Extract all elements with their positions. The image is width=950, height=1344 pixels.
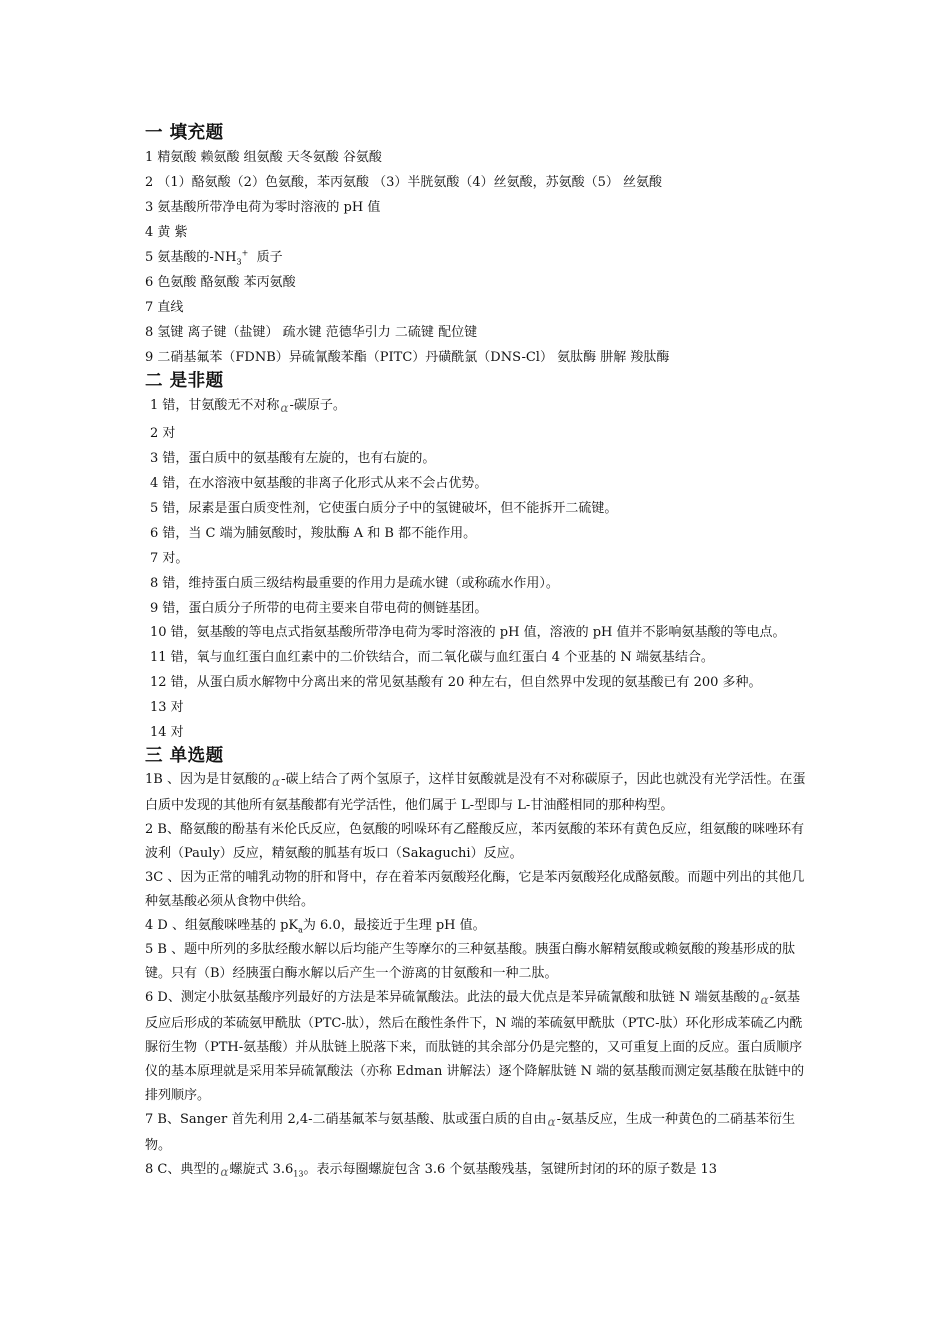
answer-paragraph: 7 B、Sanger 首先利用 2,4-二硝基氟苯与氨基酸、肽或蛋白质的自由α-氨基反应，生成一种黄色的二硝基苯衍生物。 xyxy=(145,1112,796,1153)
answer-paragraph: 8 C、典型的α螺旋式 $3.6_{13}$。表示每圈螺旋包含 3.6 个氨基酸残基，氢键所封闭的环的原子数是 13 xyxy=(145,1162,718,1179)
answer-line: 3 氨基酸所带净电荷为零时溶液的 pH 值 xyxy=(145,200,381,215)
answer-paragraph: 5 B 、题中所列的多肽经酸水解以后均能产生等摩尔的三种氨基酸。胰蛋白酶水解精氨酸或赖氨酸的羧基形成的肽键。只有（B）经胰蛋白酶水解以后产生一个游离的甘氨酸和一种二肽。 xyxy=(145,942,796,981)
alpha-symbol: α xyxy=(271,775,281,789)
answer-line: 6 色氨酸 酪氨酸 苯丙氨酸 xyxy=(145,275,296,290)
alpha-symbol: α xyxy=(760,993,769,1007)
answer-line: 11 错，氧与血红蛋白血红素中的二价铁结合，而二氧化碳与血红蛋白 4 个亚基的 N 端氨基结合。 xyxy=(150,650,714,665)
answer-line: 1 错，甘氨酸无不对称α-碳原子。 xyxy=(150,398,346,415)
section-title-true-false: 二 是非题 xyxy=(145,371,224,391)
answer-line: 7 直线 xyxy=(145,300,184,315)
answer-line: 4 错，在水溶液中氨基酸的非离子化形式从来不会占优势。 xyxy=(150,476,488,491)
answer-line: 14 对 xyxy=(150,725,184,740)
answer-line: 4 黄 紫 xyxy=(145,225,188,240)
answer-line: 13 对 xyxy=(150,700,184,715)
answer-line: 7 对。 xyxy=(150,551,189,566)
answer-paragraph: 2 B、酪氨酸的酚基有米伦氏反应，色氨酸的吲哚环有乙醛酸反应，苯丙氨酸的苯环有黄色反应，组氨酸的咪唑环有波利（Pauly）反应，精氨酸的胍基有坂口（Sakaguchi）反应。 xyxy=(145,822,804,861)
answer-line: 2 对 xyxy=(150,426,176,441)
alpha-symbol: α xyxy=(280,401,289,415)
answer-line: 1 精氨酸 赖氨酸 组氨酸 天冬氨酸 谷氨酸 xyxy=(145,150,382,165)
answer-paragraph: 3C 、因为正常的哺乳动物的肝和肾中，存在着苯丙氨酸羟化酶，它是苯丙氨酸羟化成酪氨酸。而题中列出的其他几种氨基酸必须从食物中供给。 xyxy=(145,870,805,909)
answer-line: 2 （1）酪氨酸（2）色氨酸，苯丙氨酸 （3）半胱氨酸（4）丝氨酸，苏氨酸（5） 丝氨酸 xyxy=(145,175,663,190)
alpha-symbol: α xyxy=(220,1165,229,1179)
answer-line: 9 错，蛋白质分子所带的电荷主要来自带电荷的侧链基团。 xyxy=(150,601,488,616)
document-content xyxy=(145,122,810,1184)
answer-line: 12 错，从蛋白质水解物中分离出来的常见氨基酸有 20 种左右，但自然界中发现的氨基酸已有 200 多种。 xyxy=(150,675,762,690)
answer-line: 6 错，当 C 端为脯氨酸时，羧肽酶 A 和 B 都不能作用。 xyxy=(150,526,477,541)
answer-line: 3 错，蛋白质中的氨基酸有左旋的，也有右旋的。 xyxy=(150,451,436,466)
answer-line: 5 错，尿素是蛋白质变性剂，它使蛋白质分子中的氢键破坏，但不能拆开二硫键。 xyxy=(150,501,618,516)
section-title-single-choice: 三 单选题 xyxy=(145,746,224,766)
alpha-symbol: α xyxy=(547,1115,556,1129)
answer-line: 8 错，维持蛋白质三级结构最重要的作用力是疏水键（或称疏水作用）。 xyxy=(150,576,559,591)
answer-paragraph: 4 D 、组氨酸咪唑基的 $pK_a$为 6.0，最接近于生理 pH 值。 xyxy=(145,918,486,935)
answer-paragraph: 6 D、测定小肽氨基酸序列最好的方法是苯异硫氰酸法。此法的最大优点是苯异硫氰酸和肽链 N 端氨基酸的α-氨基反应后形成的苯硫氨甲酰肽（PTC-肽），然后在酸性条件下，N 端的苯硫氨甲酰肽（PTC-肽）环化形成苯硫乙内酰脲衍生物（PTH-氨基酸）并从肽链上脱落下来，而肽链的其余部分仍是完整的，又可重复上面的反应。蛋白质顺序仪的基本原理就是采用苯异硫氰酸法（亦称 Edman 讲解法）逐个降解肽链 N 端的氨基酸而测定氨基酸在肽链中的排列顺序。 xyxy=(145,990,805,1103)
answer-line: 10 错，氨基酸的等电点式指氨基酸所带净电荷为零时溶液的 pH 值，溶液的 pH 值并不影响氨基酸的等电点。 xyxy=(150,625,786,640)
answer-paragraph: 1B 、因为是甘氨酸的α-碳上结合了两个氢原子，这样甘氨酸就是没有不对称碳原子，因此也就没有光学活性。在蛋白质中发现的其他所有氨基酸都有光学活性，他们属于 L-型即与 L-甘油醛相同的那种构型。 xyxy=(145,772,806,813)
answer-line: 8 氢键 离子键（盐键） 疏水键 范德华引力 二硫键 配位键 xyxy=(145,325,478,340)
section-title-fill-in: 一 填充题 xyxy=(145,123,224,143)
answer-line: 5 氨基酸的$-NH_3^+$ 质子 xyxy=(145,248,283,267)
answer-line: 9 二硝基氟苯（FDNB）异硫氰酸苯酯（PITC）丹磺酰氯（DNS-Cl） 氨肽酶 肼解 羧肽酶 xyxy=(145,350,670,365)
